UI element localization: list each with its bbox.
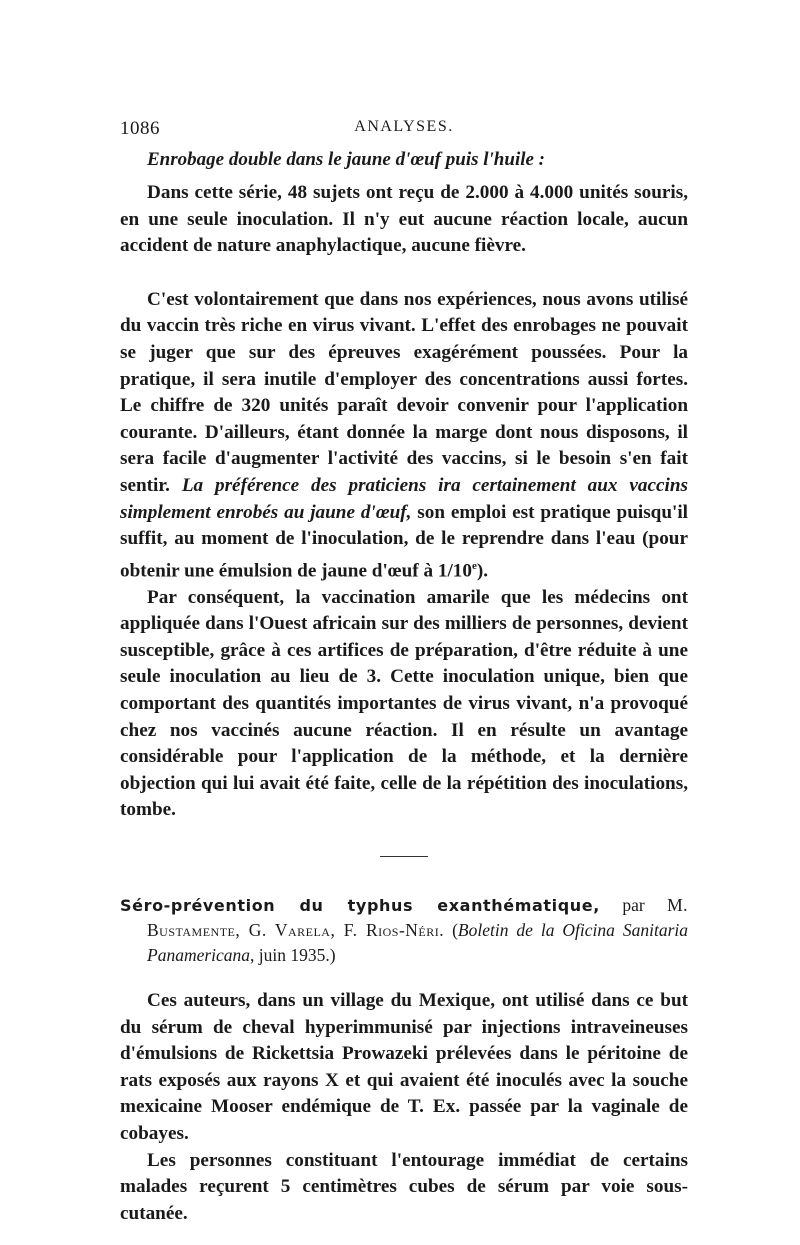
discussion-text-1: C'est volontairement que dans nos expériences, nous avons utilisé du vaccin très riche en virus vivant. L'effet des enrobages ne pouvait se juger que sur des épreuves exagérément poussées. Pour la pratique, il sera inutile d'employer des concentrations aussi fortes. Le chiffre de 320 unités paraît devoir convenir pour l'application courante. D'ailleurs, étant donnée la marge dont nous disposons, il sera facile d'augmenter l'activité des vaccins, si le besoin s'en fait sentir. bbox=[120, 288, 688, 496]
document-page bbox=[120, 118, 688, 1227]
running-title: ANALYSES. bbox=[354, 118, 454, 135]
paragraph-gap bbox=[120, 260, 688, 287]
article-source-open: ( bbox=[452, 920, 458, 941]
page-header bbox=[120, 118, 688, 146]
discussion-italic: La préférence des praticiens ira certainement aux vaccins simplement enrobés au jaune d'œuf, bbox=[120, 474, 688, 523]
section-paragraph: Dans cette série, 48 sujets ont reçu de 2.000 à 4.000 unités souris, en une seule inoculation. Il n'y eut aucune réaction locale, aucun accident de nature anaphylactique, aucune fièvre. bbox=[120, 182, 688, 257]
page-number: 1086 bbox=[120, 118, 160, 139]
discussion-text-2: son emploi est pratique puisqu'il suffit, au moment de l'inoculation, de le reprendre dans l'eau (pour obtenir une émulsion de jaune d'œuf à 1/10 bbox=[120, 501, 688, 582]
discussion-paragraph-2: Par conséquent, la vaccination amarile que les médecins ont appliquée dans l'Ouest africain sur des milliers de personnes, devient susceptible, grâce à ces artifices de préparation, d'être réduite à une seule inoculation au lieu de 3. Cette inoculation unique, bien que comportant des quantités importantes de virus vivant, n'a provoqué chez nos vaccinés aucune réaction. Il en résulte un avantage considérable pour l'application de la méthode, et la dernière objection qui lui avait été faite, celle de la répétition des inoculations, tombe. bbox=[120, 586, 688, 821]
article-source: Boletin de la Oficina Sanitaria Panamericana bbox=[147, 920, 689, 966]
section-title: Enrobage double dans le jaune d'œuf puis l'huile : bbox=[147, 149, 546, 170]
superscript: e bbox=[472, 559, 477, 572]
article-paragraph-2: Les personnes constituant l'entourage immédiat de certains malades reçurent 5 centimètres cubes de sérum par voie sous-cutanée. bbox=[120, 1149, 688, 1224]
section-divider bbox=[380, 856, 428, 857]
article-authors: M. Bustamente, G. Varela, F. Rios-Néri. bbox=[147, 895, 689, 941]
article-paragraph-1: Ces auteurs, dans un village du Mexique, ont utilisé dans ce but du sérum de cheval hyperimmunisé par injections intraveineuses d'émulsions de Rickettsia Prowazeki prélevées dans le péritoine de rats exposés aux rayons X et qui avaient été inoculés avec la souche mexicaine Mooser endémique de T. Ex. passée par la vaginale de cobayes. bbox=[120, 990, 688, 1145]
discussion-paragraph-1 bbox=[120, 287, 688, 585]
article-heading bbox=[120, 893, 688, 968]
paragraph-gap bbox=[120, 968, 688, 988]
article-date: , juin 1935.) bbox=[250, 945, 336, 966]
article-by: par bbox=[622, 895, 645, 916]
discussion-text-end: ). bbox=[476, 560, 489, 582]
article-title: Séro-prévention du typhus exanthématique, bbox=[120, 896, 600, 916]
